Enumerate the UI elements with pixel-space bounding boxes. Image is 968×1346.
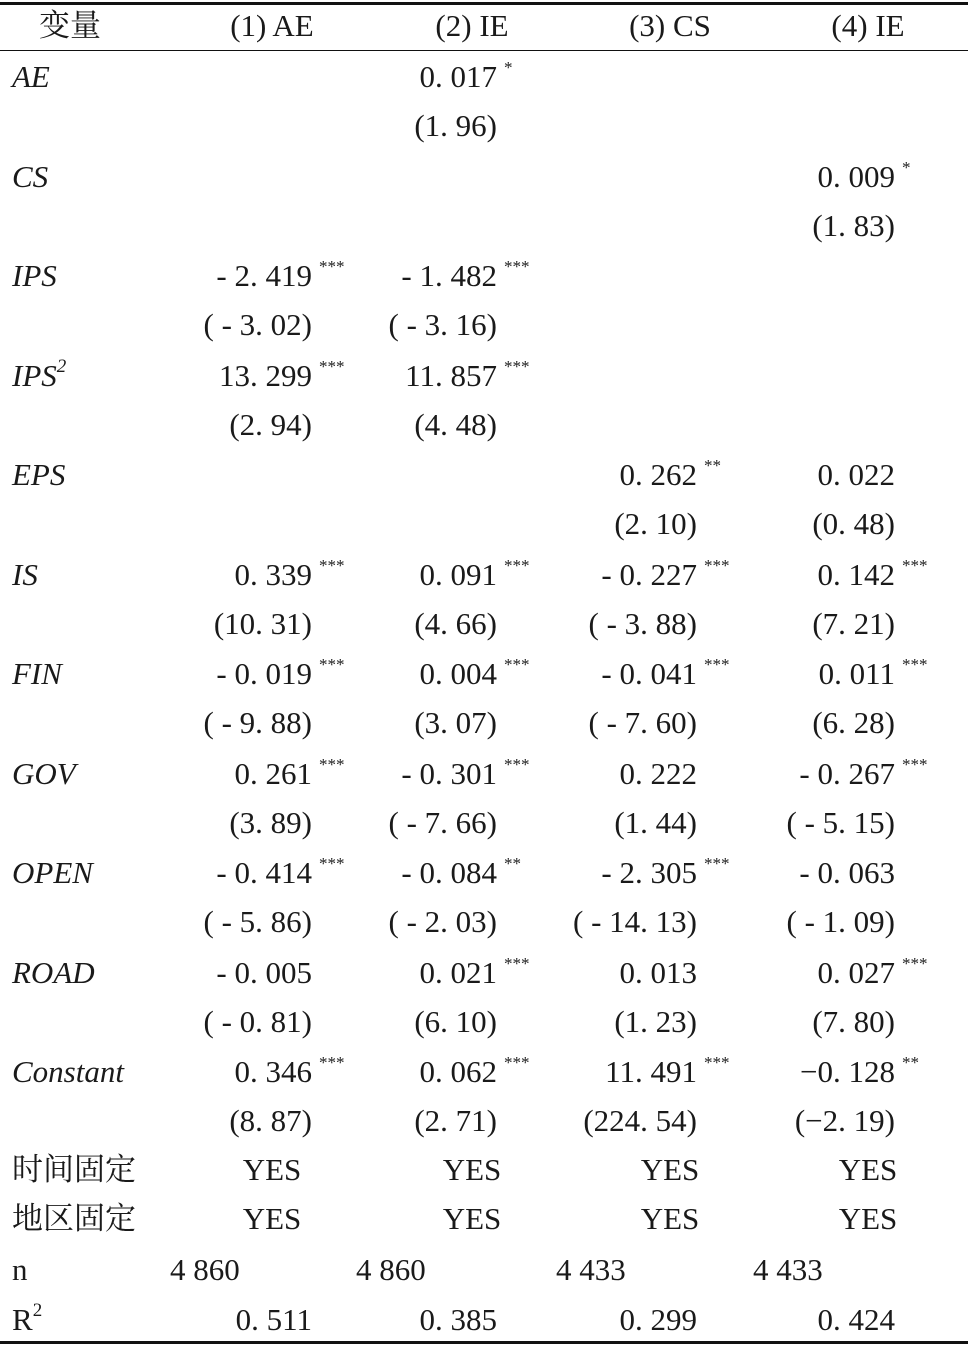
fixed-effect-value: YES (640, 1201, 700, 1236)
variable-label: CS (12, 158, 49, 194)
header-col-3: (3) CS (629, 8, 711, 43)
significance-stars: *** (704, 1053, 730, 1072)
t-statistic: ( - 14. 13) (573, 904, 697, 939)
coefficient: 13. 299 *** (219, 356, 345, 393)
r-squared-value: 0. 299 (619, 1302, 697, 1337)
variable-label: Constant (12, 1054, 124, 1089)
significance-stars: *** (704, 555, 730, 575)
significance-stars: *** (504, 953, 530, 973)
coefficient: 0. 222 (619, 755, 697, 791)
significance-stars: ** (504, 854, 521, 873)
t-statistic: (8. 87) (229, 1103, 312, 1138)
significance-stars: *** (319, 655, 345, 674)
significance-stars: ** (902, 1053, 919, 1072)
coefficient: 0. 062 *** (419, 1053, 530, 1089)
variable-label: ROAD (12, 954, 95, 990)
variable-label: IS (12, 556, 38, 592)
t-statistic: ( - 1. 09) (786, 904, 895, 939)
coefficient: 0. 017 * (419, 58, 513, 94)
variable-label: OPEN (12, 855, 93, 890)
fixed-effect-value: YES (640, 1152, 700, 1187)
r-squared-value: 0. 511 (235, 1302, 312, 1337)
significance-stars: *** (319, 854, 345, 873)
coefficient: - 0. 267 *** (799, 754, 928, 791)
header-rule (0, 50, 968, 51)
coefficient: - 0. 019 *** (216, 655, 345, 691)
t-statistic: (3. 07) (414, 705, 497, 740)
n-value: 4 860 (356, 1252, 426, 1287)
variable-label: GOV (12, 755, 76, 791)
t-statistic: ( - 3. 88) (588, 605, 697, 641)
coefficient: 0. 091 *** (419, 555, 530, 592)
fixed-effect-value: YES (242, 1152, 302, 1187)
coefficient: 0. 021 *** (419, 953, 530, 990)
coefficient: 0. 009 * (817, 157, 911, 194)
t-statistic: (2. 94) (229, 406, 312, 442)
t-statistic: (0. 48) (812, 506, 895, 541)
t-statistic: ( - 0. 81) (203, 1003, 312, 1039)
n-value: 4 860 (170, 1252, 240, 1287)
t-statistic: (1. 96) (414, 108, 497, 143)
t-statistic: ( - 7. 66) (388, 804, 497, 840)
t-statistic: (7. 21) (812, 605, 895, 641)
fixed-effect-label: 地区固定 (12, 1201, 136, 1236)
fixed-effect-label: 时间固定 (12, 1152, 136, 1187)
t-statistic: (−2. 19) (794, 1103, 895, 1138)
fixed-effect-value: YES (838, 1201, 898, 1236)
t-statistic: (224. 54) (583, 1103, 697, 1138)
coefficient: 0. 027 *** (817, 953, 928, 990)
coefficient: −0. 128 ** (800, 1053, 919, 1089)
t-statistic: (10. 31) (213, 605, 312, 641)
superscript: 2 (56, 355, 67, 377)
significance-stars: *** (319, 555, 345, 575)
significance-stars: *** (504, 356, 530, 376)
significance-stars: *** (704, 854, 730, 873)
fixed-effect-value: YES (442, 1201, 502, 1236)
significance-stars: *** (902, 953, 928, 973)
r-squared-value: 0. 424 (817, 1302, 895, 1337)
t-statistic: (4. 66) (414, 605, 497, 641)
header-col-2: (2) IE (435, 8, 509, 43)
significance-stars: *** (319, 1053, 345, 1072)
coefficient: - 2. 419 *** (216, 257, 345, 293)
t-statistic: (6. 10) (414, 1003, 497, 1039)
t-statistic: (1. 44) (614, 804, 697, 840)
superscript: 2 (32, 1300, 43, 1321)
coefficient: - 0. 041 *** (601, 655, 730, 691)
coefficient: 0. 022 (817, 457, 895, 492)
significance-stars: *** (319, 257, 345, 276)
coefficient: 11. 857 *** (405, 356, 530, 393)
t-statistic: (7. 80) (812, 1003, 895, 1039)
coefficient: 0. 346 *** (234, 1053, 345, 1089)
coefficient: - 0. 301 *** (401, 754, 530, 791)
variable-label: IPS$^2$ (12, 355, 67, 393)
coefficient: 0. 011 *** (818, 655, 928, 691)
fixed-effect-value: YES (442, 1152, 502, 1187)
significance-stars: * (504, 58, 513, 77)
coefficient: 0. 339 *** (234, 555, 345, 592)
significance-stars: *** (319, 754, 345, 774)
significance-stars: ** (704, 456, 721, 475)
significance-stars: *** (902, 655, 928, 674)
significance-stars: *** (504, 754, 530, 774)
t-statistic: ( - 3. 02) (203, 307, 312, 342)
t-statistic: ( - 3. 16) (388, 307, 497, 342)
significance-stars: *** (504, 555, 530, 575)
significance-stars: *** (902, 555, 928, 575)
variable-label: EPS (12, 457, 66, 492)
fixed-effect-value: YES (242, 1201, 302, 1236)
coefficient: 11. 491 *** (605, 1053, 730, 1089)
t-statistic: (2. 10) (614, 506, 697, 541)
coefficient: 0. 013 (619, 954, 697, 990)
t-statistic: ( - 7. 60) (588, 705, 697, 740)
coefficient: - 2. 305 *** (601, 854, 730, 890)
r-squared-value: 0. 385 (419, 1302, 497, 1337)
coefficient: 0. 262 ** (619, 456, 721, 492)
variable-label: IPS (12, 258, 57, 293)
significance-stars: *** (902, 754, 928, 774)
t-statistic: ( - 5. 15) (786, 804, 895, 840)
t-statistic: (6. 28) (812, 705, 895, 740)
coefficient: - 1. 482 *** (401, 257, 530, 293)
t-statistic: (3. 89) (229, 804, 312, 840)
fixed-effect-value: YES (838, 1152, 898, 1187)
t-statistic: (1. 83) (812, 207, 895, 243)
significance-stars: *** (504, 655, 530, 674)
coefficient: 0. 004 *** (419, 655, 530, 691)
header-col-1: (1) AE (230, 8, 314, 43)
t-statistic: (2. 71) (414, 1103, 497, 1138)
variable-label: FIN (12, 656, 62, 691)
significance-stars: *** (704, 655, 730, 674)
t-statistic: (4. 48) (414, 406, 497, 442)
t-statistic: ( - 2. 03) (388, 904, 497, 939)
coefficient: 0. 142 *** (817, 555, 928, 592)
header-col-4: (4) IE (831, 8, 905, 43)
bottom-rule (0, 1341, 968, 1344)
top-rule (0, 2, 968, 5)
t-statistic: ( - 9. 88) (203, 705, 312, 740)
coefficient: - 0. 005 (216, 954, 312, 990)
coefficient: - 0. 414 *** (216, 854, 345, 890)
n-label: n (12, 1252, 28, 1287)
significance-stars: *** (319, 356, 345, 376)
coefficient: - 0. 084 ** (401, 854, 521, 890)
coefficient: - 0. 063 (799, 855, 895, 890)
coefficient: - 0. 227 *** (601, 555, 730, 592)
n-value: 4 433 (753, 1252, 823, 1287)
significance-stars: *** (504, 1053, 530, 1072)
t-statistic: (1. 23) (614, 1003, 697, 1039)
significance-stars: * (902, 157, 911, 177)
n-value: 4 433 (556, 1252, 626, 1287)
coefficient: 0. 261 *** (234, 754, 345, 791)
header-variable: 变量 (39, 8, 101, 43)
significance-stars: *** (504, 257, 530, 276)
r-squared-label: $R^2$ (12, 1300, 43, 1337)
variable-label: AE (12, 59, 50, 94)
t-statistic: ( - 5. 86) (203, 904, 312, 939)
